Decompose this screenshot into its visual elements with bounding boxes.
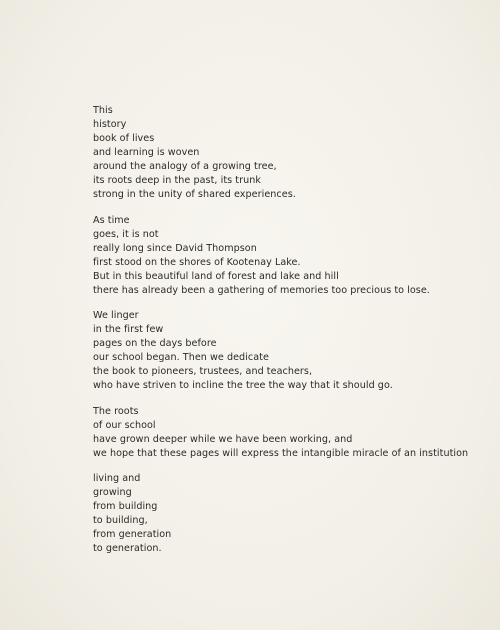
text-line: to generation. bbox=[93, 543, 162, 554]
text-line: from building bbox=[93, 501, 158, 512]
stanza bbox=[93, 104, 493, 202]
text-line: history bbox=[93, 119, 127, 130]
stanza bbox=[93, 214, 493, 298]
text-line: pages on the days before bbox=[93, 338, 217, 349]
text-line: in the first few bbox=[93, 324, 164, 335]
text-line: living and bbox=[93, 473, 141, 484]
text-line: goes, it is not bbox=[93, 228, 159, 240]
text-line: But in this beautiful land of forest and lake and hill bbox=[93, 270, 339, 282]
text-line: around the analogy of a growing tree, bbox=[93, 161, 277, 172]
text-line: and learning is woven bbox=[93, 147, 200, 158]
text-line: the book to pioneers, trustees, and teachers, bbox=[93, 366, 313, 377]
text-line: growing bbox=[93, 487, 132, 498]
text-line: book of lives bbox=[93, 133, 155, 144]
text-line: strong in the unity of shared experiences. bbox=[93, 189, 296, 200]
text-line: The roots bbox=[93, 405, 139, 417]
text-line: have grown deeper while we have been working, and bbox=[93, 433, 353, 445]
text-line: from generation bbox=[93, 529, 172, 540]
text-line: of our school bbox=[93, 419, 156, 431]
stanza bbox=[93, 405, 493, 461]
text-line: who have striven to incline the tree the way that it should go. bbox=[93, 380, 393, 391]
text-line: there has already been a gathering of memories too precious to lose. bbox=[93, 284, 430, 296]
text-line: first stood on the shores of Kootenay Lake. bbox=[93, 256, 301, 268]
dedication-text bbox=[93, 104, 493, 568]
text-line: we hope that these pages will express the intangible miracle of an institution bbox=[93, 447, 469, 459]
text-line: its roots deep in the past, its trunk bbox=[93, 175, 261, 186]
text-line: our school began. Then we dedicate bbox=[93, 352, 269, 363]
stanza bbox=[93, 472, 493, 556]
stanza bbox=[93, 309, 493, 393]
text-line: We linger bbox=[93, 310, 139, 321]
text-line: As time bbox=[93, 214, 130, 226]
text-line: This bbox=[93, 105, 113, 116]
text-line: really long since David Thompson bbox=[93, 242, 257, 254]
text-line: to building, bbox=[93, 515, 148, 526]
